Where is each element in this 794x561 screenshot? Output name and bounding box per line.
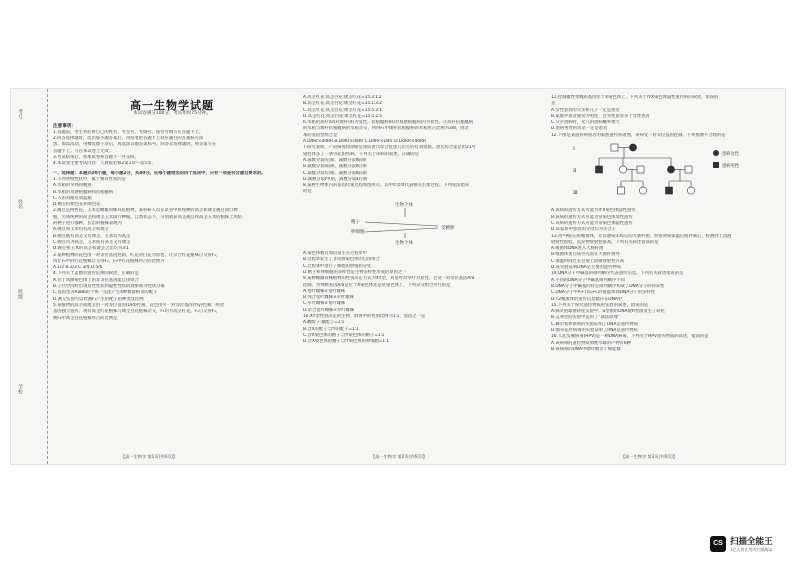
question-line: 5.某植物的高茎和矮茎由一对等位基因(D/d)控制，花色由另一对等位基因(Y/y)控制，两对 [53, 302, 224, 308]
brand-tagline: 3亿人都在用的扫描App [730, 547, 773, 552]
question-line: 染色体多了一条引起的疾病。下列关于该病的叙述，正确的是 [303, 151, 420, 157]
diagram-arrow [365, 228, 438, 232]
question-line: C.基因型为AaBb的个体一定能产生4种数量相等的配子 [53, 290, 158, 296]
pedigree-male [611, 144, 618, 151]
question-line: A.1/2 B.2/3 C.3/4 D.5/6 [53, 265, 103, 271]
page-footer-1: 【高一生物学 第1页(共6页)】 [121, 454, 177, 459]
section-heading: 一、选择题：本题共20小题，每小题2分，共40分。在每小题给出的四个选项中，只有一项是符合题目要求的。 [53, 170, 266, 176]
question-line: 8.某种生物体内的基因传递过程如图所示，其中①②③代表相关生理过程。下列说法错误 [303, 183, 470, 189]
exam-sheet [10, 88, 786, 465]
question-line: A.肺炎链球菌转化实验中，S型菌的DNA使R型菌发生了转化 [551, 309, 665, 315]
generation-label: Ⅰ [573, 146, 575, 153]
question-line: C.减数分裂Ⅰ后期，减数分裂Ⅱ前期 [303, 170, 367, 176]
legend-affected-male-icon [713, 162, 719, 168]
question-line: B.DNA分子中碱基的特定排列顺序构成了DNA分子的特异性 [551, 283, 665, 289]
question-line: 14.DNA分子中碱基的排列顺序代表遗传信息。下列有关叙述错误的是 [551, 271, 684, 277]
question-line: B.减数分裂Ⅰ前期，减数分裂Ⅱ后期 [303, 164, 367, 170]
notice-line: 黑。如需改动，用橡皮擦干净后，再选涂其他答案标号。回答非选择题时，将答案写在 [53, 142, 217, 148]
question-line: A.雌配子∶雄配子=1∶1 [303, 320, 345, 326]
question-line: 2.豌豆是两性花，玉米是雌雄同株异花植物。某科研人员在试管中将纯种的高茎和矮茎豌豆间行种 [53, 208, 238, 214]
diagram-label-egg: 卵细胞 [351, 229, 365, 235]
gene-transmission-diagram [343, 199, 493, 245]
question-line: B.水稻的易感稻瘟病和抗稻瘟病 [53, 189, 114, 195]
question-line: 是 [551, 101, 556, 107]
pedigree-affected-male [596, 166, 603, 173]
question-line: 再让F₁中的红花植株自交得F₂，F₂中红花植株所占的比例为 [53, 258, 165, 264]
question-line: D.杂合宽叶雌株×窄叶雄株 [303, 307, 355, 313]
diagram-label-organism-top: 生物个体 [395, 202, 413, 208]
binding-margin [11, 89, 48, 464]
question-line: B.高茎红花∶高茎白花∶矮茎红花=15∶1∶3∶2 [303, 101, 382, 107]
question-line: D.患病男性的母亲一定是患者 [551, 126, 608, 132]
diagram-label-sperm: 精子 [351, 219, 360, 225]
question-line: D.减数分裂Ⅰ中期，减数分裂Ⅱ后期 [303, 176, 367, 182]
pedigree-affected-female [667, 166, 674, 173]
notice-line: 答题卡上。写在本试卷上无效。 [53, 148, 114, 154]
notice-line: 3.考试结束后，将本试卷和答题卡一并交回。 [53, 155, 139, 161]
question-line: D.T2噬菌体的遗传信息储存在DNA中 [551, 296, 623, 302]
pedigree-female [639, 187, 646, 194]
generation-label: Ⅱ [573, 168, 577, 175]
question-line: A.高茎红花∶高茎白花∶矮茎红花=15∶3∶1∶2 [303, 95, 382, 100]
question-line: D.测交实验可以检测F₁产生的配子的种类及比例 [53, 296, 144, 302]
notice-heading: 注意事项： [53, 123, 76, 129]
question-line: C.父亲患病时，女儿的患病概率增大 [551, 120, 620, 126]
question-line: 13.用³²P标记的噬菌体，让其感染未标记的大肠杆菌，经短时间保温后搅拌离心，检测到上清液 [551, 233, 732, 239]
question-line: 放射性很低，沉淀物放射性很高。下列有关叙述错误的是 [551, 239, 659, 245]
question-line: C.DNA分子中A+T/G+C的值能体现DNA分子的多样性 [551, 290, 655, 296]
pedigree-affected-male [666, 187, 673, 194]
page-footer-3: 【高一生物学 第3页(共6页)】 [621, 454, 677, 459]
question-line: C.该病的遗传方式可能为常染色体隐性遗传 [551, 220, 633, 226]
question-line: A.染色体数目加倍发生在过程①中 [303, 251, 367, 257]
question-line: 植，另将纯种的高茎和矮茎玉米间行种植。自然状态下，分别收获高茎豌豆和高茎玉米的植株上所结 [53, 214, 243, 220]
question-line: 3.某种植物的花色由一对等位基因控制，红花对白花为显性。让杂合红花植株自交得F₁， [53, 252, 221, 258]
question-line: D.含X染色体的精子∶含Y染色体的卵细胞=1∶1 [303, 339, 389, 345]
diagram-arrow [365, 222, 438, 226]
question-line: C.高茎红花∶高茎白花∶矮茎红花=15∶5∶3∶1 [303, 107, 382, 113]
question-line: A.噬菌体DNA进入大肠杆菌 [551, 246, 604, 252]
margin-label-name: 姓名 [17, 199, 23, 209]
question-line: B.子代中同时出现显性性状和隐性性状的现象称为性状分离 [53, 284, 165, 290]
question-line: 10.XY型性别决定的生物，群体中的性别比例为1∶1，原因之一是 [303, 314, 426, 320]
pedigree-female [619, 166, 626, 173]
question-line: 控制。为判断基因A/a是位于X染色体还是常染色体上，下列杂交组合可行的是 [303, 282, 451, 288]
question-line: D.豌豆和玉米的高茎和矮茎之比均为3∶1 [53, 246, 129, 252]
question-line: 16.人乳头瘤病毒(HPV)是一种DNA病毒，下列关于HPV遗传物质的叙述，错误的是 [551, 334, 709, 340]
question-line: 9.某种雌雄异株植物的性别决定方式为XY型，其宽叶对窄叶为显性，且受一对等位基因A/a [303, 276, 475, 282]
margin-label-class: 班级 [17, 289, 23, 299]
question-line: 7.研究表明，产前筛查和诊断是预防唐氏综合征患儿出生的有效措施。唐氏综合征是由21号 [303, 145, 476, 151]
question-line: D.该家系中患者的父母均为杂合子 [551, 227, 616, 233]
question-line: 本的基因型组合是 [303, 132, 338, 138]
question-line: 1.下列各组性状中，属于相对性状的是 [53, 176, 126, 182]
question-line: B.艾弗里的实验中运用了“减法原理” [551, 315, 620, 321]
page-column-3 [551, 95, 779, 445]
question-line: B.该病的遗传方式可能为常染色体显性遗传 [551, 214, 633, 220]
question-line: 的水稻与矮秆抗稻瘟病的水稻杂交，所得F₁中矮秆抗稻瘟病的水稻所占比例为3/8，则亲 [303, 126, 469, 132]
question-line: A.不同的DNA分子中碱基排列顺序不同 [551, 277, 625, 283]
question-line: 基因独立遗传。现有高茎红花植株与矮茎白花植株杂交，F₁均为高茎红花，F₁自交得F₂， [53, 309, 221, 315]
legend-affected-female-icon [713, 150, 719, 156]
question-line: C.过程③中进行了细胞的增殖和分化 [303, 263, 372, 269]
question-line: D.烟草花叶病毒的实验证明了RNA是遗传物质 [551, 328, 638, 334]
question-line: 的种子进行播种，长出的植株表现为 [53, 221, 122, 227]
page-footer-2: 【高一生物学 第2页(共6页)】 [371, 454, 427, 459]
question-line: A.DdRr×ddRR B.DdRr×ddRr C.DdRr×Ddrr D.DdRR×ddRR [303, 139, 427, 145]
question-line: 12.下图是某遗传病患者的家族遗传系谱图，该病受一对等位基因控制。下列推测不合理的是 [551, 132, 726, 138]
question-line: D.该实验证明DNA是主要的遗传物质 [551, 265, 621, 271]
question-line: A.位于同源染色体上的非等位基因能自由组合 [53, 277, 139, 283]
notice-line: 4.本试卷主要考试内容：人教版必修2第1章～第5章。 [53, 161, 156, 167]
page-column-2 [303, 95, 539, 445]
question-line: D.豌豆的紫色花和黄色花 [53, 202, 101, 208]
scanner-watermark [710, 534, 788, 556]
question-line: 则F₂中高茎白花植株所占的比例是 [53, 315, 118, 321]
generation-label: Ⅲ [573, 190, 578, 197]
question-line: C.含X染色体的精子∶含Y染色体的精子=1∶1 [303, 332, 385, 338]
question-line: A.该病毒的遗传物质彻底水解的产物有6种 [551, 340, 632, 346]
question-line: B.纯合宽叶雌株×窄叶雄株 [303, 295, 354, 301]
question-line: A.减数分裂Ⅰ后期，减数分裂Ⅱ前期 [303, 157, 367, 163]
question-line: 的是 [303, 189, 312, 195]
question-line: 4.下列关于孟德尔遗传定律的叙述，正确的是 [53, 271, 139, 277]
question-line: C.人的双眼皮和蓝眼 [53, 195, 92, 201]
exam-subtitle: 本试卷满分100分，考试用时75分钟。 [133, 111, 211, 117]
diagram-label-organism-bottom: 生物个体 [395, 240, 413, 245]
notice-line: 2.回答选择题时，选出每小题答案后，用铅笔把答题卡上对应题目的答案标号涂 [53, 136, 204, 142]
question-line: B.家族中患者通常为男性，且男性患者多于女性患者 [551, 113, 650, 119]
question-line: D.精子和卵细胞的多样性是生物多样性形成的原因之一 [303, 269, 407, 275]
question-line: B.该病毒的DNA中嘌呤数等于嘧啶数 [551, 346, 621, 352]
pedigree-male [637, 166, 644, 173]
question-line: A.该病的遗传方式可能为伴X染色体隐性遗传 [551, 208, 636, 214]
question-line: 15.下列关于探究遗传物质的实验的叙述，错误的是 [551, 302, 649, 308]
pedigree-female [687, 187, 694, 194]
question-line: B.噬菌体蛋白质外壳留在大肠杆菌外 [551, 252, 620, 258]
notice-line: 1.答题前，考生务必将自己的姓名、考生号、考场号、座位号填写在答题卡上。 [53, 129, 204, 135]
question-line: 11.控制雄性果蝇的基因位于X染色体上，下列关于伴X染色体隐性遗传病的叙述，错误的 [551, 95, 719, 100]
brand-name: 扫描全能王 [730, 537, 773, 547]
pedigree-male [685, 166, 692, 173]
question-line: B.过程②发生了非同源染色体的自由组合 [303, 257, 380, 263]
margin-label-school: 学校 [17, 384, 23, 394]
legend-affected-male: 患病男性 [722, 164, 740, 170]
question-line: B.豌豆既有高茎又有矮茎，玉米均为高茎 [53, 233, 131, 239]
camscanner-logo: CS [710, 536, 726, 552]
pedigree-chart [571, 141, 751, 203]
question-line: D.高茎红花∶高茎白花∶矮茎红花=15∶1∶1∶5 [303, 113, 383, 119]
question-line: A.水稻的早熟和晚熟 [53, 183, 92, 189]
question-line: A.宽叶雌株×宽叶雄株 [303, 288, 346, 294]
legend-affected-female: 患病女性 [722, 152, 740, 158]
diagram-label-zygote: 受精卵 [441, 225, 455, 231]
question-line: 6.水稻的高秆(D)对矮秆(d)为显性，抗稻瘟病(R)对易感稻瘟病(r)为显性。让高秆抗稻瘟病 [303, 120, 474, 126]
question-line: C.赫尔希和蔡斯的实验证明了DNA是遗传物质 [551, 321, 638, 327]
exam-title: 高一生物学试题 [130, 99, 214, 112]
question-line: A.豌豆和玉米均有高茎和矮茎 [53, 227, 109, 233]
question-line: B.含X的配子∶含Y的配子=1∶1 [303, 326, 359, 332]
pedigree-male [618, 187, 625, 194]
question-line: C.窄叶雌株×宽叶雄株 [303, 301, 346, 307]
question-line: A.女性患者的父亲和儿子一定是患者 [551, 107, 620, 113]
pedigree-affected-female [629, 144, 636, 151]
margin-label-exam-number: 考号 [17, 109, 23, 119]
question-line: C.豌豆均为高茎，玉米既有高茎又有矮茎 [53, 239, 131, 245]
page-column-1 [53, 95, 291, 445]
question-line: C.保温时间过长会使上清液放射性升高 [551, 258, 625, 264]
